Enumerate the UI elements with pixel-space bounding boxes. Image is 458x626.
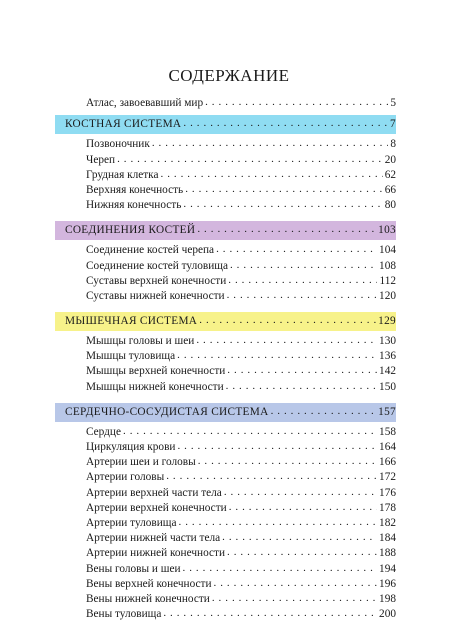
toc-entry[interactable] <box>60 455 396 470</box>
toc-entry-label: Атлас, завоевавший мир <box>86 97 204 110</box>
dot-leader <box>212 591 377 606</box>
toc-entry[interactable] <box>60 607 396 622</box>
toc-page-number: 80 <box>384 199 396 212</box>
dot-leader <box>229 500 377 515</box>
toc-entry-label: Циркуляция крови <box>86 441 176 453</box>
toc-entry[interactable] <box>60 183 396 198</box>
toc-page-number: 112 <box>379 274 396 287</box>
dot-leader <box>227 545 377 560</box>
toc-page-number: 150 <box>379 380 396 393</box>
toc-page-number: 200 <box>379 608 396 621</box>
toc-entry-label: Суставы нижней конечности <box>86 289 225 302</box>
toc-page-number: 104 <box>379 244 396 257</box>
toc-entry-label: Артерии нижней части тела <box>86 532 221 545</box>
dot-leader <box>222 530 377 545</box>
toc-entry-label: Соединение костей черепа <box>86 244 215 257</box>
toc-entry[interactable] <box>60 349 396 364</box>
toc-page-number: 66 <box>384 183 396 196</box>
toc-entry[interactable] <box>60 379 396 394</box>
dot-leader <box>197 222 376 237</box>
dot-leader <box>123 424 377 439</box>
dot-leader <box>185 182 382 197</box>
section-page-number: 7 <box>390 118 396 131</box>
section-label: СОЕДИНЕНИЯ КОСТЕЙ <box>65 224 196 237</box>
dot-leader <box>198 454 377 469</box>
dot-leader <box>183 116 388 131</box>
toc-entry[interactable] <box>60 592 396 607</box>
toc-entry[interactable] <box>60 152 396 167</box>
toc-entry[interactable] <box>60 577 396 592</box>
page-title: СОДЕРЖАНИЕ <box>168 66 290 85</box>
dot-leader <box>183 197 382 212</box>
toc-entry[interactable] <box>60 546 396 561</box>
toc-page-number: 158 <box>379 425 396 438</box>
toc-section-heading[interactable] <box>55 115 396 134</box>
toc-page-number: 8 <box>390 138 396 151</box>
toc-page-number: 166 <box>379 456 396 469</box>
dot-leader <box>179 515 378 530</box>
section-page-number: 157 <box>378 405 396 418</box>
toc-page-number: 62 <box>384 168 396 181</box>
toc-entry[interactable] <box>60 289 396 304</box>
dot-leader <box>177 439 377 454</box>
toc-entry[interactable] <box>60 274 396 289</box>
toc-entry-label: Артерии головы <box>86 471 165 484</box>
section-label: КОСТНАЯ СИСТЕМА <box>65 118 182 131</box>
toc-entry-intro[interactable] <box>60 96 396 111</box>
toc-list <box>60 96 396 626</box>
toc-entry-label: Мышцы туловища <box>86 350 176 363</box>
dot-leader <box>224 485 377 500</box>
toc-page-number: 142 <box>379 365 396 378</box>
toc-entry[interactable] <box>60 168 396 183</box>
toc-section-heading[interactable] <box>55 221 396 240</box>
toc-entry[interactable] <box>60 531 396 546</box>
toc-entry[interactable] <box>60 485 396 500</box>
toc-page-number: 5 <box>390 97 396 110</box>
dot-leader <box>226 379 377 394</box>
section-gap <box>60 213 396 217</box>
toc-entry[interactable] <box>60 243 396 258</box>
section-page-number: 129 <box>378 314 396 327</box>
dot-leader <box>152 136 389 151</box>
toc-entry-label: Верхняя конечность <box>86 183 184 196</box>
section-label: СЕРДЕЧНО-СОСУДИСТАЯ СИСТЕМА <box>65 405 269 418</box>
dot-leader <box>196 333 377 348</box>
toc-entry-label: Артерии нижней конечности <box>86 547 225 560</box>
toc-entry[interactable] <box>60 470 396 485</box>
dot-leader <box>227 288 377 303</box>
toc-entry-label: Сердце <box>86 425 121 438</box>
dot-leader <box>177 348 377 363</box>
toc-entry-label: Нижняя конечность <box>86 199 182 212</box>
toc-entry[interactable] <box>60 258 396 273</box>
toc-entry[interactable] <box>60 137 396 152</box>
dot-leader <box>205 95 388 110</box>
toc-entry[interactable] <box>60 364 396 379</box>
toc-page-number: 164 <box>379 441 396 453</box>
section-gap <box>60 395 396 399</box>
toc-entry-label: Мышцы нижней конечности <box>86 380 224 393</box>
toc-page-number: 130 <box>379 335 396 348</box>
dot-leader <box>216 242 377 257</box>
dot-leader <box>271 404 377 419</box>
toc-page-number: 176 <box>379 486 396 499</box>
section-label: МЫШЕЧНАЯ СИСТЕМА <box>65 314 198 327</box>
toc-entry-label: Череп <box>86 153 116 166</box>
dot-leader <box>166 469 377 484</box>
toc-entry-label: Вены головы и шеи <box>86 562 181 575</box>
toc-page-number: 172 <box>379 471 396 484</box>
toc-entry[interactable] <box>60 516 396 531</box>
toc-entry-label: Вены нижней конечности <box>86 592 210 605</box>
toc-entry-label: Соединение костей туловища <box>86 259 228 272</box>
toc-page-number: 188 <box>379 547 396 560</box>
toc-page-number: 178 <box>379 501 396 514</box>
toc-sections <box>60 115 396 626</box>
toc-entry[interactable] <box>60 334 396 349</box>
toc-page-number: 196 <box>379 577 396 590</box>
toc-page-number: 184 <box>379 532 396 545</box>
section-gap <box>60 304 396 308</box>
dot-leader <box>227 363 377 378</box>
toc-entry-label: Артерии верхней конечности <box>86 501 227 514</box>
toc-page-number: 198 <box>379 592 396 605</box>
dot-leader <box>214 576 378 591</box>
dot-leader <box>117 152 383 167</box>
toc-entry-label: Мышцы верхней конечности <box>86 365 226 378</box>
toc-entry[interactable] <box>60 440 396 455</box>
section-gap <box>60 622 396 626</box>
toc-entry-label: Вены туловища <box>86 608 162 621</box>
toc-entry[interactable] <box>60 561 396 576</box>
section-page-number: 103 <box>378 224 396 237</box>
toc-page-number: 20 <box>384 153 396 166</box>
dot-leader <box>161 167 383 182</box>
toc-page-number: 120 <box>379 289 396 302</box>
dot-leader <box>199 313 376 328</box>
toc-entry[interactable] <box>60 425 396 440</box>
toc-page-number: 136 <box>379 350 396 363</box>
toc-entry-label: Грудная клетка <box>86 168 159 181</box>
toc-entry[interactable] <box>60 198 396 213</box>
toc-section-heading[interactable] <box>55 312 396 331</box>
toc-entry-label: Вены верхней конечности <box>86 577 212 590</box>
dot-leader <box>183 561 378 576</box>
toc-entry[interactable] <box>60 501 396 516</box>
toc-entry-label: Мышцы головы и шеи <box>86 335 195 348</box>
toc-entry-label: Позвоночник <box>86 138 150 151</box>
dot-leader <box>230 258 377 273</box>
dot-leader <box>228 273 377 288</box>
toc-page-number: 182 <box>379 516 396 529</box>
toc-entry-label: Суставы верхней конечности <box>86 274 227 287</box>
toc-page-number: 194 <box>379 562 396 575</box>
toc-entry-label: Артерии туловища <box>86 516 177 529</box>
toc-page-number: 108 <box>379 259 396 272</box>
toc-entry-label: Артерии шеи и головы <box>86 456 196 469</box>
dot-leader <box>163 606 377 621</box>
toc-entry-label: Артерии верхней части тела <box>86 486 222 499</box>
toc-section-heading[interactable] <box>55 403 396 422</box>
